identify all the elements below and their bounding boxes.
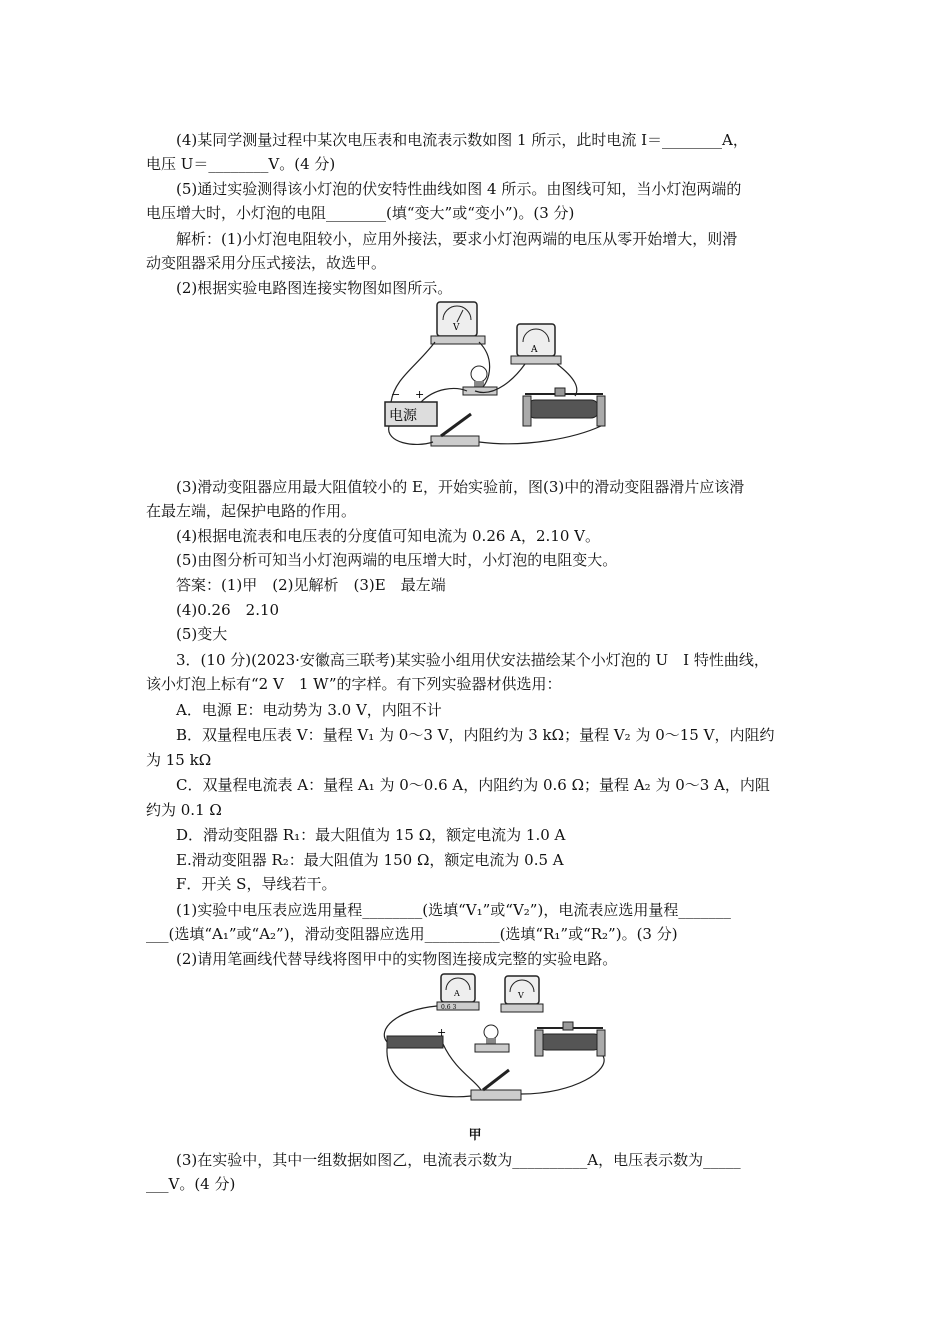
voltmeter-label: V — [453, 323, 460, 333]
voltmeter-icon — [431, 302, 485, 344]
text-line-1: (4)某同学测量过程中某次电压表和电流表示数如图 1 所示，此时电流 I＝________A， — [176, 131, 748, 149]
question-3-1-line-2: ___(选填“A₁”或“A₂”)，滑动变阻器应选用__________(选填“R₁”或“R₂”)。(3 分) — [146, 925, 678, 943]
ammeter-label: A — [531, 345, 538, 355]
switch-icon — [471, 1070, 521, 1100]
option-b-2: 为 15 kΩ — [146, 751, 212, 769]
analysis-line-6: (4)根据电流表和电压表的分度值可知电流为 0.26 A，2.10 V。 — [176, 527, 601, 545]
analysis-line-2: 动变阻器采用分压式接法，故选甲。 — [146, 254, 387, 272]
option-b-1: B．双量程电压表 V：量程 V₁ 为 0～3 V，内阻约为 3 kΩ；量程 V₂ 为 0～15 V，内阻约 — [176, 726, 775, 744]
circuit-figure-2 — [375, 970, 615, 1122]
voltmeter-label-2: V — [518, 991, 524, 1000]
question-3-3-line-1: (3)在实验中，其中一组数据如图乙，电流表示数为__________A，电压表示数为_____ — [176, 1151, 741, 1169]
source-label: 电源 — [389, 408, 417, 424]
ammeter-icon — [437, 974, 479, 1011]
question-3-line-1: 3．(10 分)(2023·安徽高三联考)某实验小组用伏安法描绘某个小灯泡的 U I 特性曲线， — [176, 651, 769, 669]
text-line-4: 电压增大时，小灯泡的电阻________(填“变大”或“变小”)。(3 分) — [146, 204, 575, 222]
answer-line-1: 答案：(1)甲 (2)见解析 (3)E 最左端 — [176, 576, 446, 594]
option-a: A．电源 E：电动势为 3.0 V，内阻不计 — [176, 701, 442, 719]
analysis-line-7: (5)由图分析可知当小灯泡两端的电压增大时，小灯泡的电阻变大。 — [176, 551, 618, 569]
answer-line-2: (4)0.26 2.10 — [176, 601, 280, 619]
text-line-3: (5)通过实验测得该小灯泡的伏安特性曲线如图 4 所示。由图线可知，当小灯泡两端的 — [176, 180, 742, 198]
rheostat-icon — [523, 388, 605, 426]
question-3-2: (2)请用笔画线代替导线将图甲中的实物图连接成完整的实验电路。 — [176, 950, 618, 968]
analysis-line-3: (2)根据实验电路图连接实物图如图所示。 — [176, 279, 453, 297]
option-f: F．开关 S，导线若干。 — [176, 875, 337, 893]
option-c-1: C．双量程电流表 A：量程 A₁ 为 0～0.6 A，内阻约为 0.6 Ω；量程 A₂ 为 0～3 A，内阻 — [176, 776, 770, 794]
figure-caption-jia: 甲 — [468, 1128, 482, 1143]
question-3-3-line-2: ___V。(4 分) — [146, 1175, 236, 1193]
question-3-1-line-1: (1)实验中电压表应选用量程________(选填“V₁”或“V₂”)，电流表应选用量程_______ — [176, 901, 731, 919]
answer-line-3: (5)变大 — [176, 625, 228, 643]
ammeter-icon — [511, 324, 561, 364]
svg-text:+: + — [415, 388, 425, 401]
switch-icon — [431, 414, 479, 446]
ammeter-label-2: A — [454, 989, 460, 998]
text-line-2: 电压 U＝________V。(4 分) — [146, 155, 336, 173]
analysis-line-1: 解析：(1)小灯泡电阻较小，应用外接法，要求小灯泡两端的电压从零开始增大，则滑 — [176, 230, 738, 248]
rheostat-icon — [535, 1022, 605, 1056]
voltmeter-icon — [501, 976, 543, 1012]
svg-text:0.6 3: 0.6 3 — [441, 1004, 457, 1011]
circuit-figure-1 — [375, 298, 615, 458]
battery-icon — [387, 1026, 446, 1048]
option-e: E.滑动变阻器 R₂：最大阻值为 150 Ω，额定电流为 0.5 A — [176, 851, 564, 869]
lamp-icon — [475, 1025, 509, 1052]
question-3-line-2: 该小灯泡上标有“2 V 1 W”的字样。有下列实验器材供选用： — [146, 675, 562, 693]
analysis-line-4: (3)滑动变阻器应用最大阻值较小的 E，开始实验前，图(3)中的滑动变阻器滑片应该滑 — [176, 478, 745, 496]
option-c-2: 约为 0.1 Ω — [146, 801, 222, 819]
svg-text:+: + — [437, 1026, 447, 1039]
option-d: D．滑动变阻器 R₁：最大阻值为 15 Ω，额定电流为 1.0 A — [176, 826, 566, 844]
svg-text:−: − — [391, 388, 401, 401]
analysis-line-5: 在最左端，起保护电路的作用。 — [146, 502, 357, 520]
